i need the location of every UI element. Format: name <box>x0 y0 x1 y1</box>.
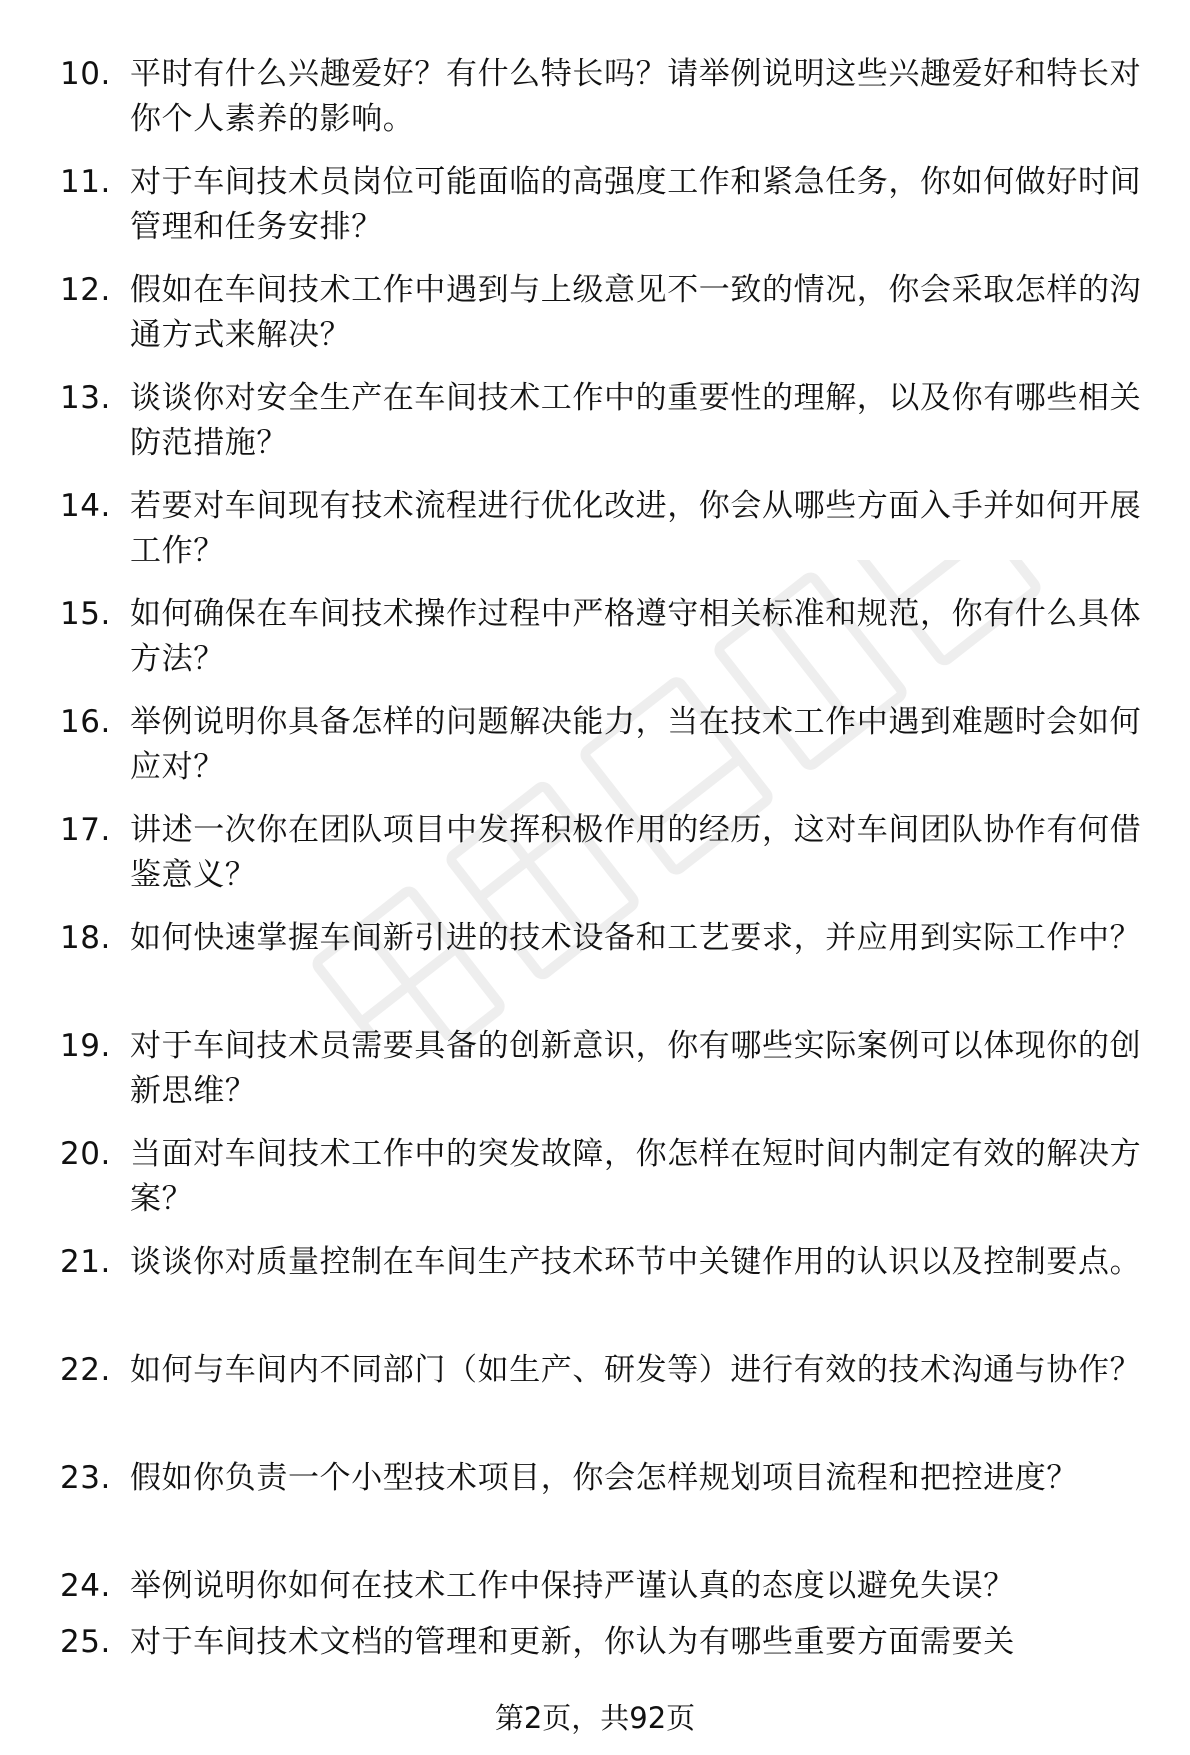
question-text: 对于车间技术文档的管理和更新，你认为有哪些重要方面需要关 <box>130 1624 1015 1660</box>
list-item <box>0 376 1190 466</box>
list-item <box>0 1348 1190 1438</box>
question-number: 20. <box>60 1136 111 1172</box>
question-text: 如何与车间内不同部门（如生产、研发等）进行有效的技术沟通与协作？ <box>130 1352 1142 1388</box>
question-number: 12. <box>60 272 111 308</box>
question-text: 举例说明你具备怎样的问题解决能力，当在技术工作中遇到难题时会如何应对？ <box>130 704 1142 785</box>
question-text: 对于车间技术员需要具备的创新意识，你有哪些实际案例可以体现你的创新思维？ <box>130 1028 1142 1109</box>
list-item <box>0 1456 1190 1546</box>
question-text: 谈谈你对安全生产在车间技术工作中的重要性的理解，以及你有哪些相关防范措施？ <box>130 380 1142 461</box>
question-number: 15. <box>60 596 111 632</box>
question-text: 讲述一次你在团队项目中发挥积极作用的经历，这对车间团队协作有何借鉴意义？ <box>130 812 1142 893</box>
list-item <box>0 700 1190 790</box>
question-text: 平时有什么兴趣爱好？有什么特长吗？请举例说明这些兴趣爱好和特长对你个人素养的影响。 <box>130 56 1142 137</box>
question-text: 假如你负责一个小型技术项目，你会怎样规划项目流程和把控进度？ <box>130 1460 1078 1496</box>
question-list <box>0 52 1190 1676</box>
question-number: 16. <box>60 704 111 740</box>
list-item <box>0 1240 1190 1330</box>
list-item <box>0 160 1190 250</box>
list-item <box>0 268 1190 358</box>
question-text: 对于车间技术员岗位可能面临的高强度工作和紧急任务，你如何做好时间管理和任务安排？ <box>130 164 1142 245</box>
question-text: 举例说明你如何在技术工作中保持严谨认真的态度以避免失误？ <box>130 1568 1015 1604</box>
question-number: 10. <box>60 56 111 92</box>
list-item <box>0 1132 1190 1222</box>
question-number: 14. <box>60 488 111 524</box>
question-number: 17. <box>60 812 111 848</box>
question-number: 13. <box>60 380 111 416</box>
question-text: 当面对车间技术工作中的突发故障，你怎样在短时间内制定有效的解决方案？ <box>130 1136 1142 1217</box>
question-number: 21. <box>60 1244 111 1280</box>
question-text: 如何快速掌握车间新引进的技术设备和工艺要求，并应用到实际工作中？ <box>130 920 1142 956</box>
question-number: 23. <box>60 1460 111 1496</box>
question-number: 24. <box>60 1568 111 1604</box>
list-item <box>0 484 1190 574</box>
question-number: 11. <box>60 164 111 200</box>
question-number: 25. <box>60 1624 111 1660</box>
list-item <box>0 916 1190 1006</box>
question-number: 18. <box>60 920 111 956</box>
question-text: 如何确保在车间技术操作过程中严格遵守相关标准和规范，你有什么具体方法？ <box>130 596 1142 677</box>
list-item <box>0 592 1190 682</box>
page-number-label: 第2页，共92页 <box>494 1701 696 1735</box>
question-number: 22. <box>60 1352 111 1388</box>
page-footer <box>0 1698 1190 1738</box>
list-item <box>0 1024 1190 1114</box>
list-item <box>0 52 1190 142</box>
question-number: 19. <box>60 1028 111 1064</box>
question-text: 谈谈你对质量控制在车间生产技术环节中关键作用的认识以及控制要点。 <box>130 1244 1142 1280</box>
list-item <box>0 1564 1190 1608</box>
list-item <box>0 808 1190 898</box>
question-text: 假如在车间技术工作中遇到与上级意见不一致的情况，你会采取怎样的沟通方式来解决？ <box>130 272 1142 353</box>
list-item <box>0 1620 1190 1664</box>
question-text: 若要对车间现有技术流程进行优化改进，你会从哪些方面入手并如何开展工作？ <box>130 488 1142 569</box>
